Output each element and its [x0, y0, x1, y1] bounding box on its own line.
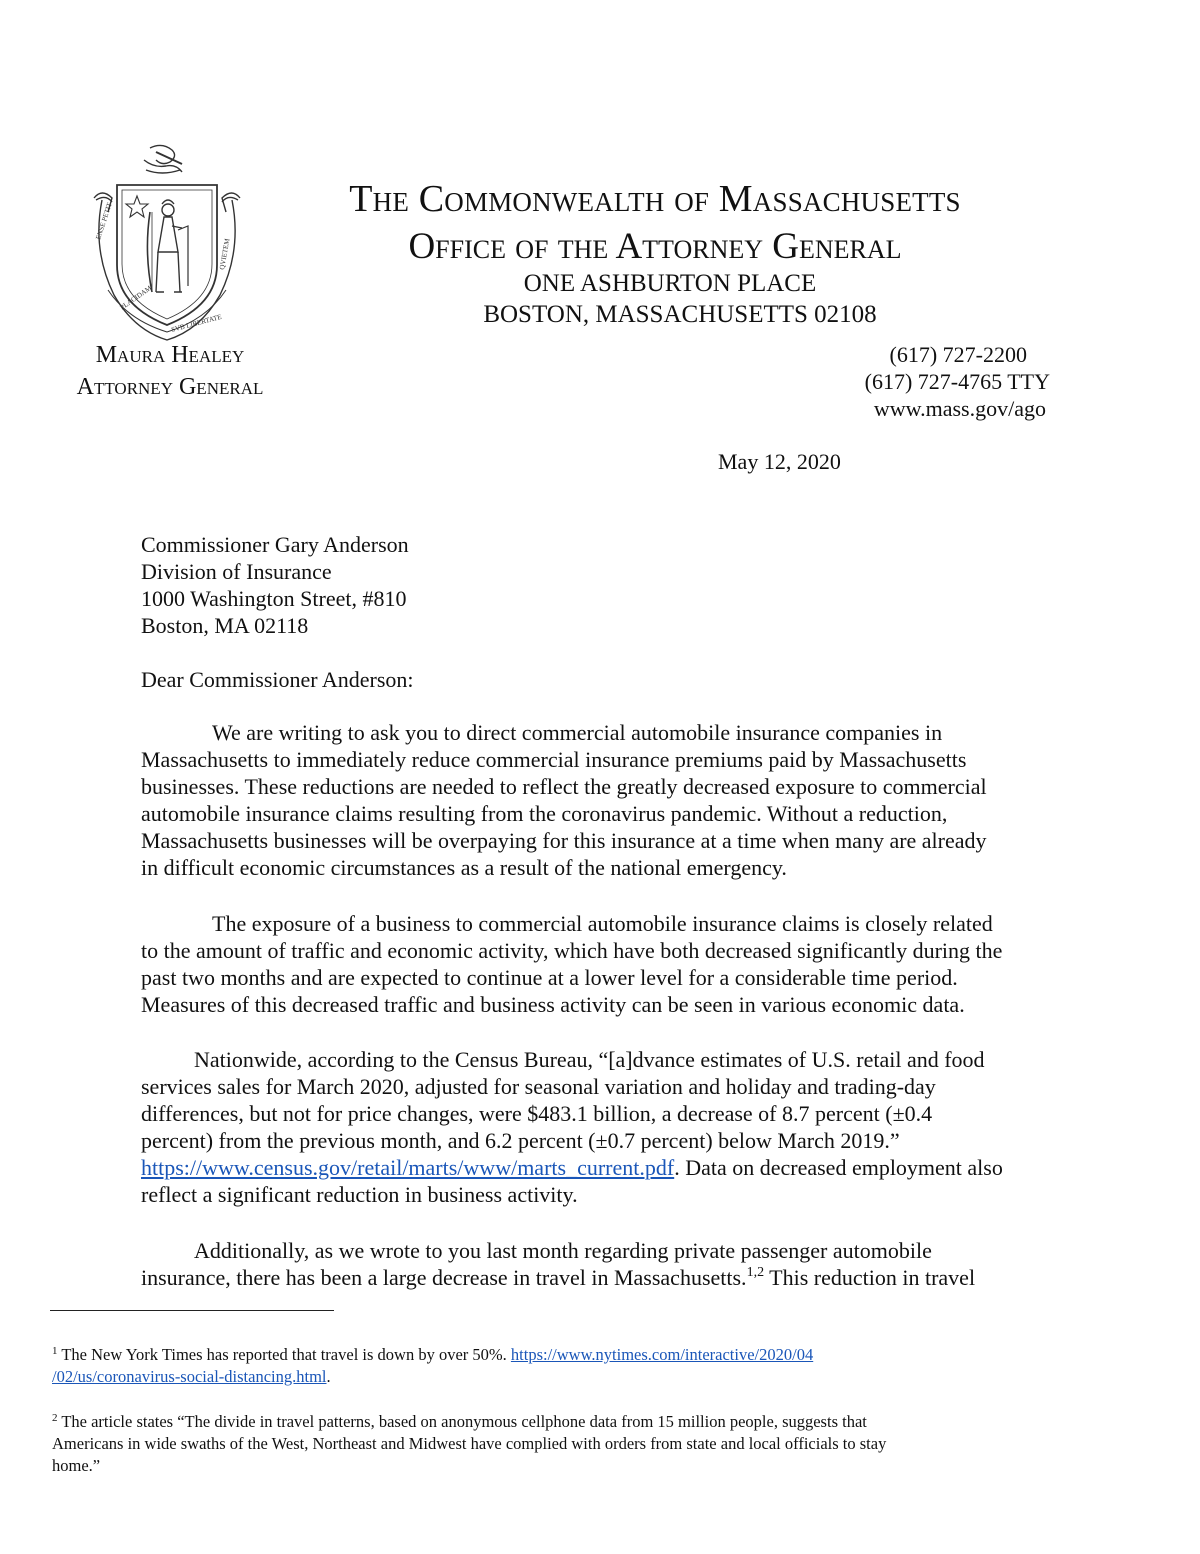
svg-text:PLACIDAM: PLACIDAM [118, 284, 154, 312]
paragraph-line: to the amount of traffic and economic activity, which have both decreased significantly during the [141, 938, 1003, 963]
body-paragraph-3 [141, 1046, 1076, 1208]
footnote-text: . [326, 1367, 331, 1386]
footnote-2 [52, 1411, 1052, 1477]
paragraph-line: services sales for March 2020, adjusted for seasonal variation and holiday and trading-day [141, 1074, 936, 1099]
paragraph-text: This reduction in travel [764, 1265, 976, 1290]
footnote-line [52, 1344, 1052, 1366]
paragraph-line: in difficult economic circumstances as a result of the national emergency. [141, 855, 787, 880]
letterhead-title: The Commonwealth of Massachusetts [349, 178, 961, 220]
paragraph-line: We are writing to ask you to direct commercial automobile insurance companies in [212, 720, 943, 745]
svg-text:SVB LIBERTATE: SVB LIBERTATE [170, 312, 223, 334]
footnote-line [52, 1411, 1052, 1433]
paragraph-line: past two months and are expected to continue at a lower level for a considerable time period. [141, 965, 958, 990]
paragraph-line [141, 1264, 1076, 1291]
contact-website: www.mass.gov/ago [873, 396, 1046, 421]
footnote-line: Americans in wide swaths of the West, Northeast and Midwest have complied with orders from state and local officials to stay [52, 1434, 887, 1453]
nytimes-link[interactable]: https://www.nytimes.com/interactive/2020/04 [510, 1345, 814, 1364]
paragraph-line: The exposure of a business to commercial automobile insurance claims is closely related [212, 911, 993, 936]
paragraph-line: Measures of this decreased traffic and business activity can be seen in various economic data. [141, 992, 965, 1017]
letter-date: May 12, 2020 [718, 449, 841, 474]
recipient-city: Boston, MA 02118 [141, 613, 309, 638]
footnote-reference: 1,2 [746, 1265, 765, 1280]
letterhead-city: BOSTON, MASSACHUSETTS 02108 [483, 301, 877, 328]
paragraph-line: businesses. These reductions are needed to reflect the greatly decreased exposure to commercial [141, 774, 987, 799]
svg-text:ENSE PETIT: ENSE PETIT [94, 201, 114, 241]
footnote-text: The New York Times has reported that travel is down by over 50%. [57, 1345, 511, 1364]
paragraph-line: differences, but not for price changes, were $483.1 billion, a decrease of 8.7 percent (±0.4 [141, 1101, 933, 1126]
recipient-street: 1000 Washington Street, #810 [141, 586, 407, 611]
paragraph-line: percent) from the previous month, and 6.2 percent (±0.7 percent) below March 2019.” [141, 1128, 900, 1153]
attorney-general-name: Maura Healey [95, 342, 245, 368]
paragraph-line: automobile insurance claims resulting from the coronavirus pandemic. Without a reduction, [141, 801, 948, 826]
body-paragraph-1 [141, 719, 1076, 881]
letterhead-street: ONE ASHBURTON PLACE [523, 270, 817, 297]
salutation: Dear Commissioner Anderson: [141, 667, 414, 692]
contact-phone: (617) 727-2200 [889, 342, 1027, 367]
paragraph-text: insurance, there has been a large decrease in travel in Massachusetts. [141, 1265, 747, 1290]
letterhead-office: Office of the Attorney General [408, 226, 902, 267]
footnote-number: 1 [52, 1345, 58, 1357]
footnote-text: The article states “The divide in travel patterns, based on anonymous cellphone data from 15 million people, suggests that [57, 1412, 867, 1431]
paragraph-line: Additionally, as we wrote to you last month regarding private passenger automobile [194, 1238, 932, 1263]
footnote-1 [52, 1344, 1052, 1388]
footnote-line [52, 1366, 1052, 1388]
contact-tty: (617) 727-4765 TTY [864, 369, 1050, 394]
footnote-divider [50, 1310, 334, 1311]
attorney-general-title: Attorney General [76, 374, 264, 400]
recipient-name: Commissioner Gary Anderson [141, 532, 409, 557]
footnote-number: 2 [52, 1412, 58, 1424]
paragraph-line: Massachusetts businesses will be overpaying for this insurance at a time when many are already [141, 828, 987, 853]
massachusetts-seal-icon [92, 140, 242, 345]
paragraph-line: Massachusetts to immediately reduce commercial insurance premiums paid by Massachusetts [141, 747, 967, 772]
paragraph-line: Nationwide, according to the Census Bureau, “[a]dvance estimates of U.S. retail and food [194, 1047, 985, 1072]
paragraph-line [141, 1154, 1076, 1181]
recipient-organization: Division of Insurance [141, 559, 332, 584]
nytimes-link-continued[interactable]: /02/us/coronavirus-social-distancing.html [52, 1367, 327, 1386]
paragraph-line: reflect a significant reduction in business activity. [141, 1182, 578, 1207]
body-paragraph-4 [141, 1237, 1076, 1291]
paragraph-text: . Data on decreased employment also [674, 1155, 1003, 1180]
census-link[interactable]: https://www.census.gov/retail/marts/www/marts_current.pdf [141, 1155, 675, 1180]
footnote-line: home.” [52, 1456, 101, 1475]
body-paragraph-2 [141, 910, 1076, 1018]
svg-text:QVIETEM: QVIETEM [218, 237, 232, 271]
